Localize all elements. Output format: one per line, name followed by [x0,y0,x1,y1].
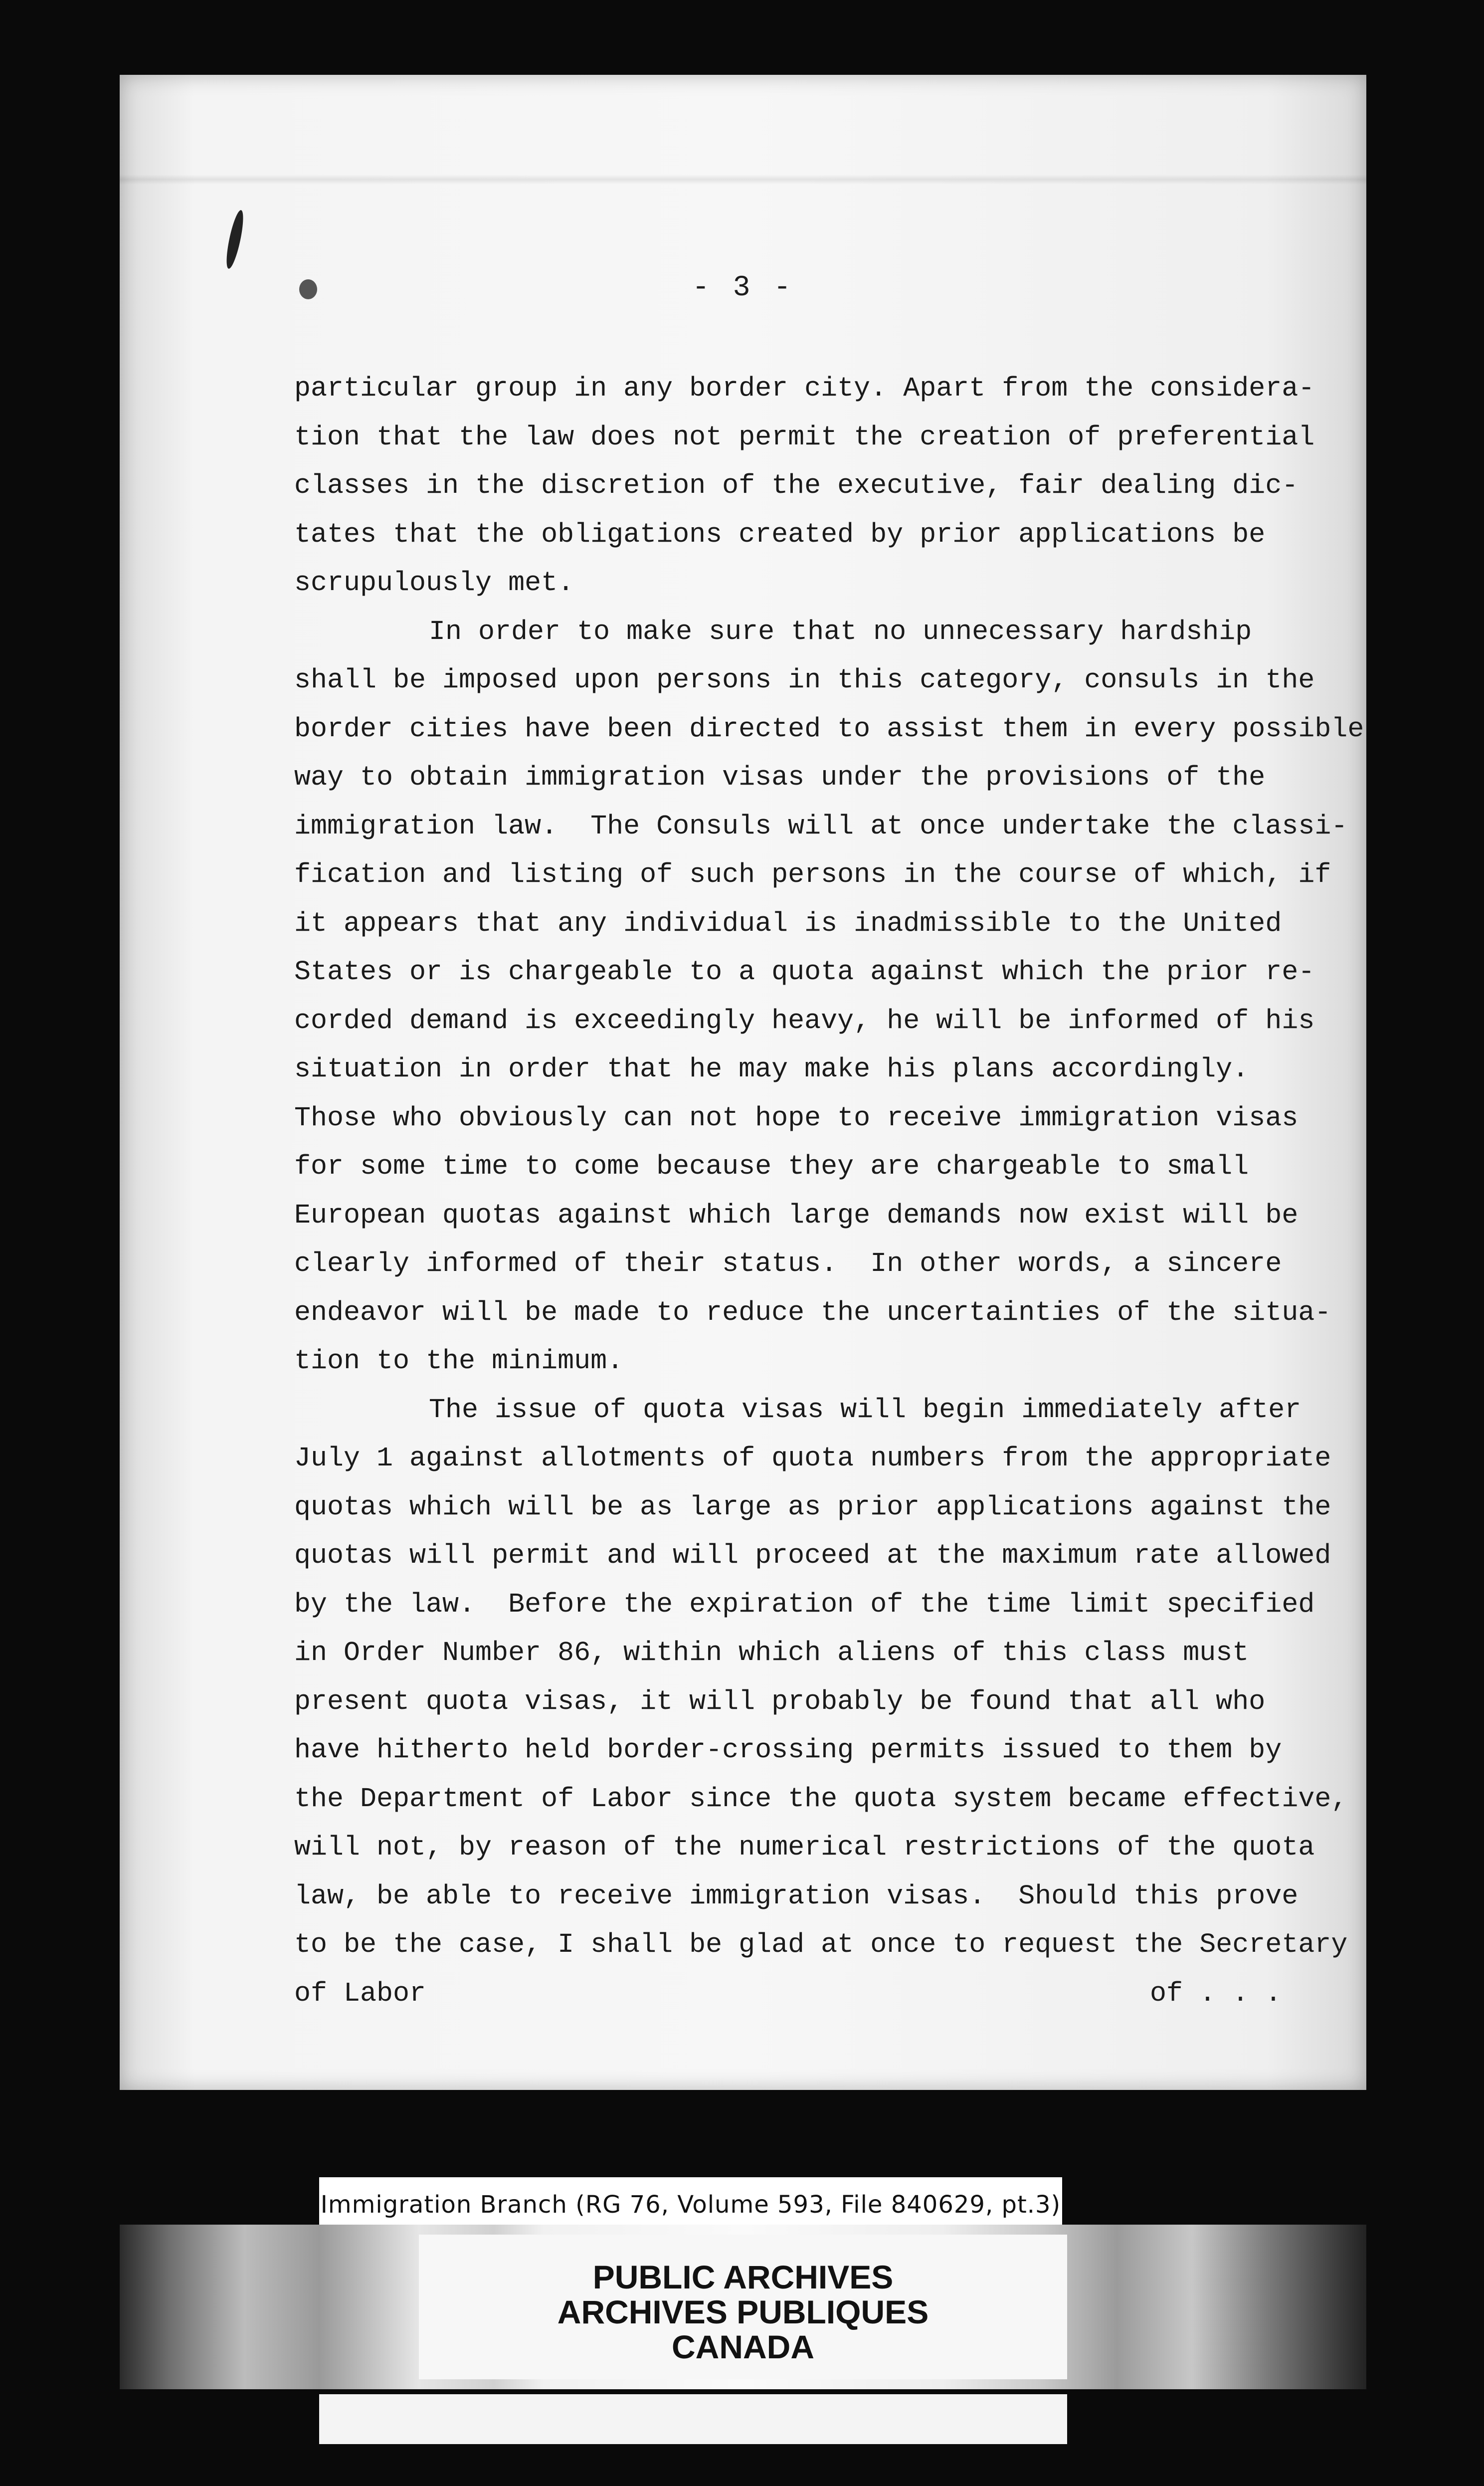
body-line: quotas will permit and will proceed at the maximum rate allowed [294,1540,1331,1571]
body-line: tion that the law does not permit the creation of preferential [294,421,1315,453]
body-line: classes in the discretion of the executive, fair dealing dic- [294,470,1298,501]
body-line: law, be able to receive immigration visas. Should this prove [294,1880,1298,1912]
body-line: will not, by reason of the numerical restrictions of the quota [294,1832,1315,1863]
bottom-slip [319,2394,1067,2444]
body-line: Those who obviously can not hope to receive immigration visas [294,1102,1298,1134]
archive-stamp-line-2: ARCHIVES PUBLIQUES [557,2293,929,2330]
body-line: States or is chargeable to a quota against which the prior re- [294,956,1315,988]
body-line: July 1 against allotments of quota numbers from the appropriate [294,1443,1331,1474]
body-line: tion to the minimum. [294,1345,624,1377]
body-line: quotas which will be as large as prior applications against the [294,1491,1331,1523]
body-line: in Order Number 86, within which aliens of this class must [294,1637,1249,1668]
body-line: immigration law. The Consuls will at once undertake the classi- [294,810,1348,842]
archive-stamp-line-1: PUBLIC ARCHIVES [592,2259,894,2295]
letter-body [294,364,1364,2018]
last-line-left: of Labor [294,1977,426,2009]
body-line: clearly informed of their status. In other words, a sincere [294,1248,1282,1279]
body-line: by the law. Before the expiration of the time limit specified [294,1588,1315,1620]
paragraph-start-line: The issue of quota visas will begin immediately after [429,1394,1301,1426]
paragraph-start-line: In order to make sure that no unnecessary hardship [429,616,1252,647]
catchword: of . . . [1149,1977,1282,2009]
archive-stamp [419,2235,1067,2379]
document-page [120,75,1366,2090]
body-line: situation in order that he may make his plans accordingly. [294,1053,1249,1085]
body-line: border cities have been directed to assist them in every possible [294,713,1364,745]
continuation-line [294,1969,1282,2018]
body-line: scrupulously met. [294,567,574,599]
body-line: particular group in any border city. Apart from the considera- [294,373,1315,404]
body-line: fication and listing of such persons in the course of which, if [294,859,1331,890]
ink-mark [223,209,246,270]
archive-strip [120,2225,1366,2389]
body-line: way to obtain immigration visas under the provisions of the [294,762,1266,793]
body-line: the Department of Labor since the quota system became effective, [294,1783,1348,1815]
body-line: present quota visas, it will probably be found that all who [294,1685,1266,1717]
body-line: have hitherto held border-crossing permits issued to them by [294,1734,1282,1766]
paper-fold [120,175,1366,185]
body-line: to be the case, I shall be glad at once to request the Secretary [294,1929,1348,1960]
body-line: corded demand is exceedingly heavy, he will be informed of his [294,1005,1315,1036]
archive-stamp-line-3: CANADA [672,2328,814,2365]
body-line: endeavor will be made to reduce the uncertainties of the situa- [294,1296,1331,1328]
page-number: - 3 - [692,272,794,304]
body-line: it appears that any individual is inadmissible to the United [294,907,1282,939]
body-line: European quotas against which large demands now exist will be [294,1199,1298,1231]
body-line: for some time to come because they are chargeable to small [294,1151,1249,1182]
citation-label: Immigration Branch (RG 76, Volume 593, File 840629, pt.3) [319,2177,1062,2232]
body-line: tates that the obligations created by prior applications be [294,518,1266,550]
body-line: shall be imposed upon persons in this category, consuls in the [294,664,1315,696]
